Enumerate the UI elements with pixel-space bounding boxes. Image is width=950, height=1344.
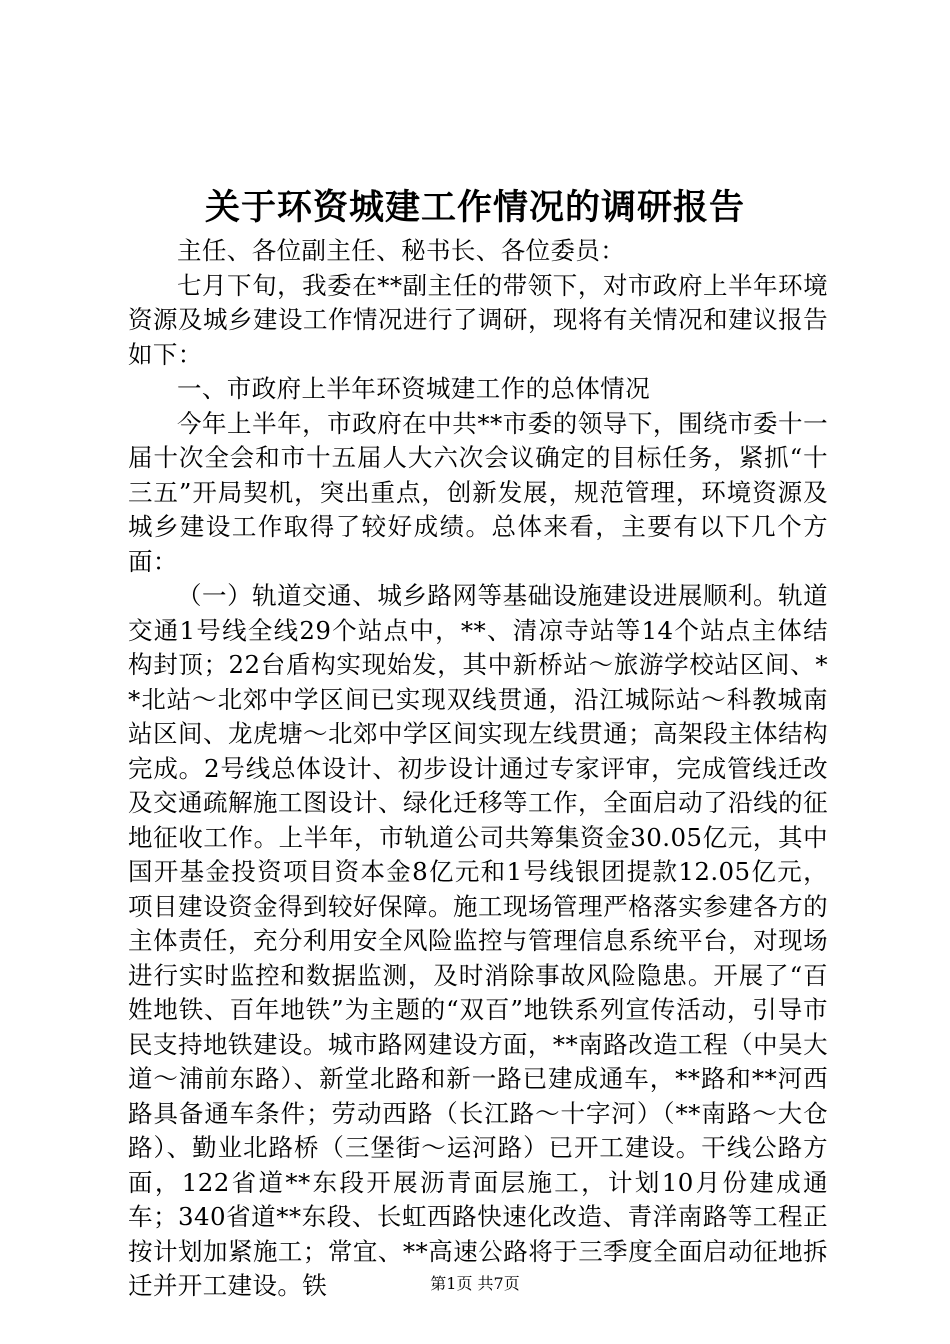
intro-paragraph: 七月下旬，我委在**副主任的带领下，对市政府上半年环境资源及城乡建设工作情况进行了调研，现将有关情况和建议报告如下： (128, 270, 828, 369)
page-footer: 第1页 共7页 (430, 1274, 520, 1293)
section-heading: 一、市政府上半年环资城建工作的总体情况 (177, 374, 651, 403)
infrastructure-paragraph: （一）轨道交通、城乡路网等基础设施建设进展顺利。轨道交通1号线全线29个站点中，**、清凉寺站等14个站点主体结构封顶；22台盾构实现始发，其中新桥站～旅游学校站区间、**北站～北郊中学区间已实现双线贯通，沿江城际站～科教城南站区间、龙虎塘～北郊中学区间实现左线贯通；高架段主体结构完成。2号线总体设计、初步设计通过专家评审，完成管线迁改及交通疏解施工图设计、绿化迁移等工作，全面启动了沿线的征地征收工作。上半年，市轨道公司共筹集资金30.05亿元，其中国开基金投资项目资本金8亿元和1号线银团提款12.05亿元，项目建设资金得到较好保障。施工现场管理严格落实参建各方的主体责任，充分利用安全风险监控与管理信息系统平台，对现场进行实时监控和数据监测，及时消除事故风险隐患。开展了“百姓地铁、百年地铁”为主题的“双百”地铁系列宣传活动，引导市民支持地铁建设。城市路网建设方面，**南路改造工程（中吴大道～浦前东路）、新堂北路和新一路已建成通车，**路和**河西路具备通车条件；劳动西路（长江路～十字河）（**南路～大仓路）、勤业北路桥（三堡街～运河路）已开工建设。干线公路方面，122省道**东段开展沥青面层施工，计划10月份建成通车；340省道**东段、长虹西路快速化改造、青洋南路等工程正按计划加紧施工；常宜、**高速公路将于三季度全面启动征地拆迁并开工建设。铁 (128, 581, 828, 1300)
overview-paragraph: 今年上半年，市政府在中共**市委的领导下，围绕市委十一届十次全会和市十五届人大六次会议确定的目标任务，紧抓“十三五”开局契机，突出重点，创新发展，规范管理，环境资源及城乡建设工作取得了较好成绩。总体来看，主要有以下几个方面： (128, 408, 828, 576)
salutation-paragraph: 主任、各位副主任、秘书长、各位委员： (177, 236, 626, 265)
document-body (128, 234, 828, 1304)
document-title: 关于环资城建工作情况的调研报告 (204, 187, 745, 228)
